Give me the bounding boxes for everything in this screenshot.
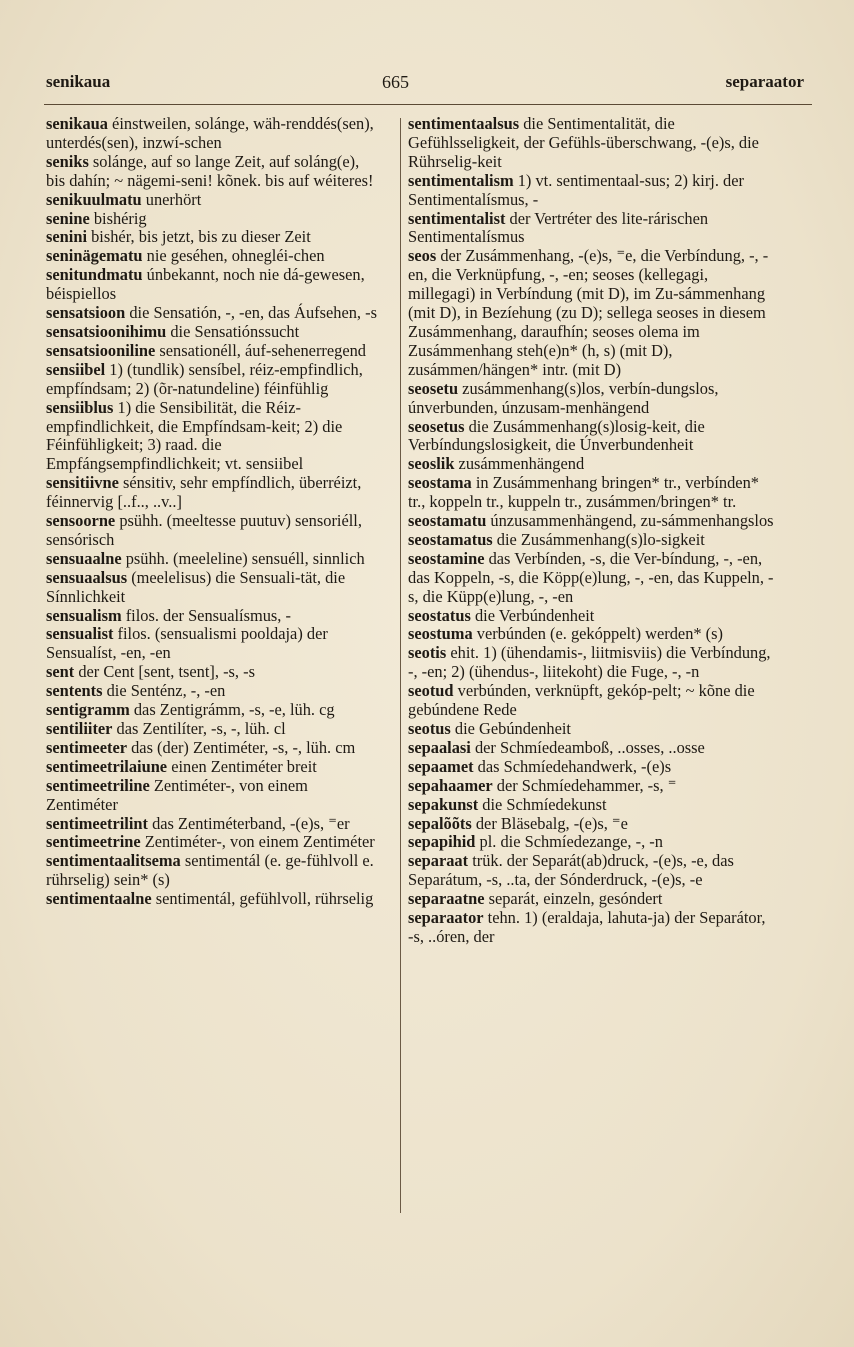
entry-headword: sent [46,662,75,682]
entry-definition: die Sentimentalität, die Gefühlsseligkeit, der Gefühls-überschwang, -(e)s, die Rührselig-keit [408,114,759,171]
dictionary-entry [408,247,774,379]
dictionary-entry [46,361,380,399]
dictionary-entry [46,682,380,701]
entry-definition: die Sensatión, -, -en, das Áufsehen, -s [125,303,377,323]
dictionary-entry [46,153,380,191]
entry-headword: sensualism [46,605,122,625]
entry-definition: die Verbúndenheit [470,605,595,625]
dictionary-entry [408,115,774,172]
entry-definition: bishér, bis jetzt, bis zu dieser Zeit [87,227,311,247]
entry-headword: sentents [46,681,103,701]
entry-headword: sensiiblus [46,397,114,417]
entry-definition: einen Zentiméter breit [167,756,317,776]
dictionary-entry [46,266,380,304]
entry-definition: die Sensatiónssucht [166,321,300,341]
entry-headword: seostama [408,473,472,493]
entry-headword: seosetu [408,378,459,398]
entry-definition: separát, einzeln, gesóndert [484,889,663,909]
dictionary-entry [46,115,380,153]
entry-definition: verbúnden, verknüpft, gekóp-pelt; ~ kõne die gebúndene Rede [408,681,755,720]
entry-headword: senini [46,227,87,247]
entry-definition: die Schmíedekunst [478,794,607,814]
entry-definition: der Cent [sent, tsent], -s, -s [74,662,255,682]
dictionary-entry [46,777,380,815]
entry-headword: sensuaalsus [46,567,128,587]
entry-headword: seos [408,246,437,266]
dictionary-entry [408,455,774,474]
entry-headword: sepalõõts [408,813,472,833]
dictionary-entry [408,512,774,531]
dictionary-entry [46,323,380,342]
entry-headword: sensatsioonihimu [46,321,167,341]
dictionary-entry [46,512,380,550]
entry-definition: der Schmíedehammer, -s, ⁼ [492,775,677,795]
entry-definition: éinstweilen, solánge, wäh-renddés(sen), unterdés(sen), inzwí-schen [46,114,374,152]
dictionary-entry [46,342,380,361]
dictionary-entry [46,569,380,607]
entry-definition: sentimentál, gefühlvoll, rührselig [151,889,374,909]
dictionary-entry [408,682,774,720]
entry-definition: psühh. (meeleline) sensuéll, sinnlich [121,548,365,568]
dictionary-entry [408,172,774,210]
entry-definition: der Zusámmenhang, -(e)s, ⁼e, die Verbíndung, -, -en, die Verknüpfung, -, -en; seoses (kellegagi, millegagi) in Verbíndung (mit D), im Zu-sámmenhang (mit D), in Bezíehung (zu D); sellega seoses in diesem Zusámmenhang, daraufhín; seoses olema im Zusámmenhang steh(e)n* (h, s) (mit D), zusámmen/hängen* intr. (mit D) [408,246,769,379]
entry-definition: psühh. (meeltesse puutuv) sensoriéll, sensórisch [46,511,362,549]
entry-headword: sentimentaalne [46,889,152,909]
header-right-guideword: separaator [725,72,804,91]
left-column [46,115,380,909]
entry-headword: separaatne [408,889,485,909]
entry-headword: sepakunst [408,794,479,814]
dictionary-entry [408,815,774,834]
entry-definition: 1) (tundlik) sensíbel, réiz-empfindlich, empfíndsam; 2) (õr-natundeline) féinfühlig [46,359,363,398]
entry-definition: únbekannt, noch nie dá-gewesen, béispiellos [46,265,365,304]
entry-definition: bishérig [89,208,147,228]
entry-headword: sentimentalism [408,170,514,190]
entry-headword: senikuulmatu [46,189,142,209]
dictionary-entry [46,210,380,229]
dictionary-entry [46,663,380,682]
dictionary-entry [408,418,774,456]
entry-definition: in Zusámmenhang bringen* tr., verbínden* tr., koppeln tr., kuppeln tr., zusámmen/bringen* tr. [408,473,759,512]
dictionary-entry [46,815,380,834]
entry-definition: filos. der Sensualísmus, - [121,605,291,625]
page-header [46,72,804,98]
entry-definition: sensationéll, áuf-sehenerregend [155,340,367,360]
entry-headword: sentimentaalsus [408,114,520,133]
entry-headword: sentimeetrilint [46,813,148,833]
entry-definition: die Gebúndenheit [450,719,571,738]
entry-headword: separaator [408,908,484,928]
dictionary-entry [408,474,774,512]
entry-headword: sensualist [46,624,114,644]
dictionary-entry [46,739,380,758]
entry-definition: trük. der Separát(ab)druck, -(e)s, -e, das Separátum, -s, ..ta, der Sónderdruck, -(e)s, -e [408,851,734,890]
right-column [408,115,774,947]
dictionary-entry [46,890,380,909]
entry-definition: unerhört [141,189,202,209]
dictionary-entry [46,228,380,247]
dictionary-entry [46,701,380,720]
entry-headword: seotus [408,719,451,738]
entry-definition: der Schmíedeamboß, ..osses, ..osse [470,737,705,757]
dictionary-entry [408,852,774,890]
dictionary-entry [46,304,380,323]
entry-definition: das Verbínden, -s, die Ver-bíndung, -, -en, das Koppeln, -s, die Köpp(e)lung, -, -en, das Kuppeln, -s, die Küpp(e)lung, -, -en [408,548,774,606]
dictionary-entry [408,909,774,947]
entry-definition: die Zusámmenhang(s)losig-keit, die Verbíndungslosigkeit, die Únverbundenheit [408,416,705,455]
entry-headword: sensuaalne [46,548,122,568]
entry-headword: sentimeetrilaiune [46,756,168,776]
header-rule [44,104,812,105]
entry-headword: seostamatus [408,529,493,549]
dictionary-entry [46,833,380,852]
entry-headword: seninägematu [46,246,143,266]
entry-definition: das Schmíedehandwerk, -(e)s [473,756,672,776]
column-divider [400,118,401,1213]
entry-headword: sensoorne [46,511,116,531]
dictionary-entry [46,607,380,626]
entry-headword: senine [46,208,90,228]
entry-definition: die Senténz, -, -en [102,681,226,701]
entry-headword: sentimentalist [408,208,506,228]
dictionary-entry [46,720,380,739]
page-number: 665 [382,72,409,92]
dictionary-entry [408,758,774,777]
entry-definition: der Vertréter des lite-rárischen Sentimentalísmus [408,208,709,247]
entry-definition: das (der) Zentiméter, -s, -, lüh. cm [127,737,356,757]
dictionary-entry [46,474,380,512]
dictionary-entry [408,380,774,418]
entry-definition: das Zentigrámm, -s, -e, lüh. cg [129,700,335,720]
entry-definition: Zentiméter-, von einem Zentiméter [46,775,308,814]
dictionary-entry [46,550,380,569]
entry-definition: das Zentilíter, -s, -, lüh. cl [112,719,286,738]
dictionary-entry [408,550,774,607]
entry-headword: sepaalasi [408,737,471,757]
entry-definition: Zentiméter-, von einem Zentiméter [140,832,375,852]
entry-headword: sentimentaalitsema [46,851,181,871]
entry-headword: sensitiivne [46,473,119,493]
dictionary-entry [408,720,774,739]
dictionary-entry [408,796,774,815]
entry-headword: seniks [46,151,89,171]
dictionary-entry [46,852,380,890]
entry-definition: únzusammenhängend, zu-sámmenhangslos [486,511,774,531]
entry-headword: seoslik [408,454,455,474]
entry-headword: seostatus [408,605,471,625]
entry-definition: tehn. 1) (eraldaja, lahuta-ja) der Separátor, -s, ..óren, der [408,908,766,946]
entry-definition: ehit. 1) (ühendamis-, liitmisviis) die Verbíndung, -, -en; 2) (ühendus-, liitekoht) die Fuge, -, -n [408,643,771,682]
entry-headword: seosetus [408,416,465,436]
entry-definition: die Zusámmenhang(s)lo-sigkeit [492,529,705,549]
entry-headword: seostamine [408,548,485,568]
entry-definition: verbúnden (e. gekóppelt) werden* (s) [472,624,723,644]
entry-definition: sénsitiv, sehr empfíndlich, überréizt, féinnervig [..f.., ..v..] [46,473,362,512]
entry-headword: sentigramm [46,700,130,720]
entry-definition: solánge, auf so lange Zeit, auf soláng(e), bis dahín; ~ nägemi-seni! kõnek. bis auf wéiteres! [46,151,374,190]
dictionary-entry [408,644,774,682]
entry-headword: senitundmatu [46,265,143,285]
entry-headword: sentimeeter [46,737,127,757]
entry-definition: filos. (sensualismi pooldaja) der Sensualíst, -en, -en [46,624,328,663]
entry-definition: der Bläsebalg, -(e)s, ⁼e [471,813,628,833]
dictionary-entry [46,399,380,475]
entry-headword: sepaamet [408,756,474,776]
entry-headword: seostamatu [408,511,487,531]
header-left-guideword: senikaua [46,72,111,91]
dictionary-entry [408,607,774,626]
entry-headword: sentimeetriline [46,775,150,795]
entry-definition: nie geséhen, ohnegléi-chen [142,246,325,266]
dictionary-entry [408,531,774,550]
dictionary-entry [408,890,774,909]
entry-definition: pl. die Schmíedezange, -, -n [475,832,663,852]
entry-definition: sentimentál (e. ge-fühlvoll e. rührselig) sein* (s) [46,851,374,890]
entry-definition: zusámmenhängend [454,454,585,474]
entry-headword: sentiliiter [46,719,113,738]
dictionary-entry [46,191,380,210]
entry-headword: sentimeetrine [46,832,141,852]
entry-headword: sensiibel [46,359,106,379]
dictionary-entry [46,758,380,777]
entry-definition: das Zentiméterband, -(e)s, ⁼er [147,813,350,833]
dictionary-entry [408,833,774,852]
dictionary-entry [46,625,380,663]
entry-headword: sensatsiooniline [46,340,156,360]
dictionary-entry [408,625,774,644]
entry-headword: senikaua [46,114,108,133]
dictionary-entry [46,247,380,266]
entry-headword: sensatsioon [46,303,126,323]
entry-definition: 1) vt. sentimentaal-sus; 2) kirj. der Sentimentalísmus, - [408,170,744,209]
entry-definition: (meelelisus) die Sensuali-tät, die Sínnlichkeit [46,567,346,606]
entry-headword: sepapihid [408,832,476,852]
entry-headword: seostuma [408,624,473,644]
entry-definition: zusámmenhang(s)los, verbín-dungslos, únverbunden, únzusam-menhängend [408,378,719,417]
entry-headword: separaat [408,851,469,871]
entry-headword: seotud [408,681,454,701]
dictionary-entry [408,777,774,796]
entry-headword: sepahaamer [408,775,493,795]
dictionary-entry [408,210,774,248]
entry-headword: seotis [408,643,447,663]
dictionary-entry [408,739,774,758]
entry-definition: 1) die Sensibilität, die Réiz-empfindlichkeit, die Empfíndsam-keit; 2) die Féinfühligkeit; 3) raad. die Empfángsempfindlichkeit; vt. sensiibel [46,397,343,474]
